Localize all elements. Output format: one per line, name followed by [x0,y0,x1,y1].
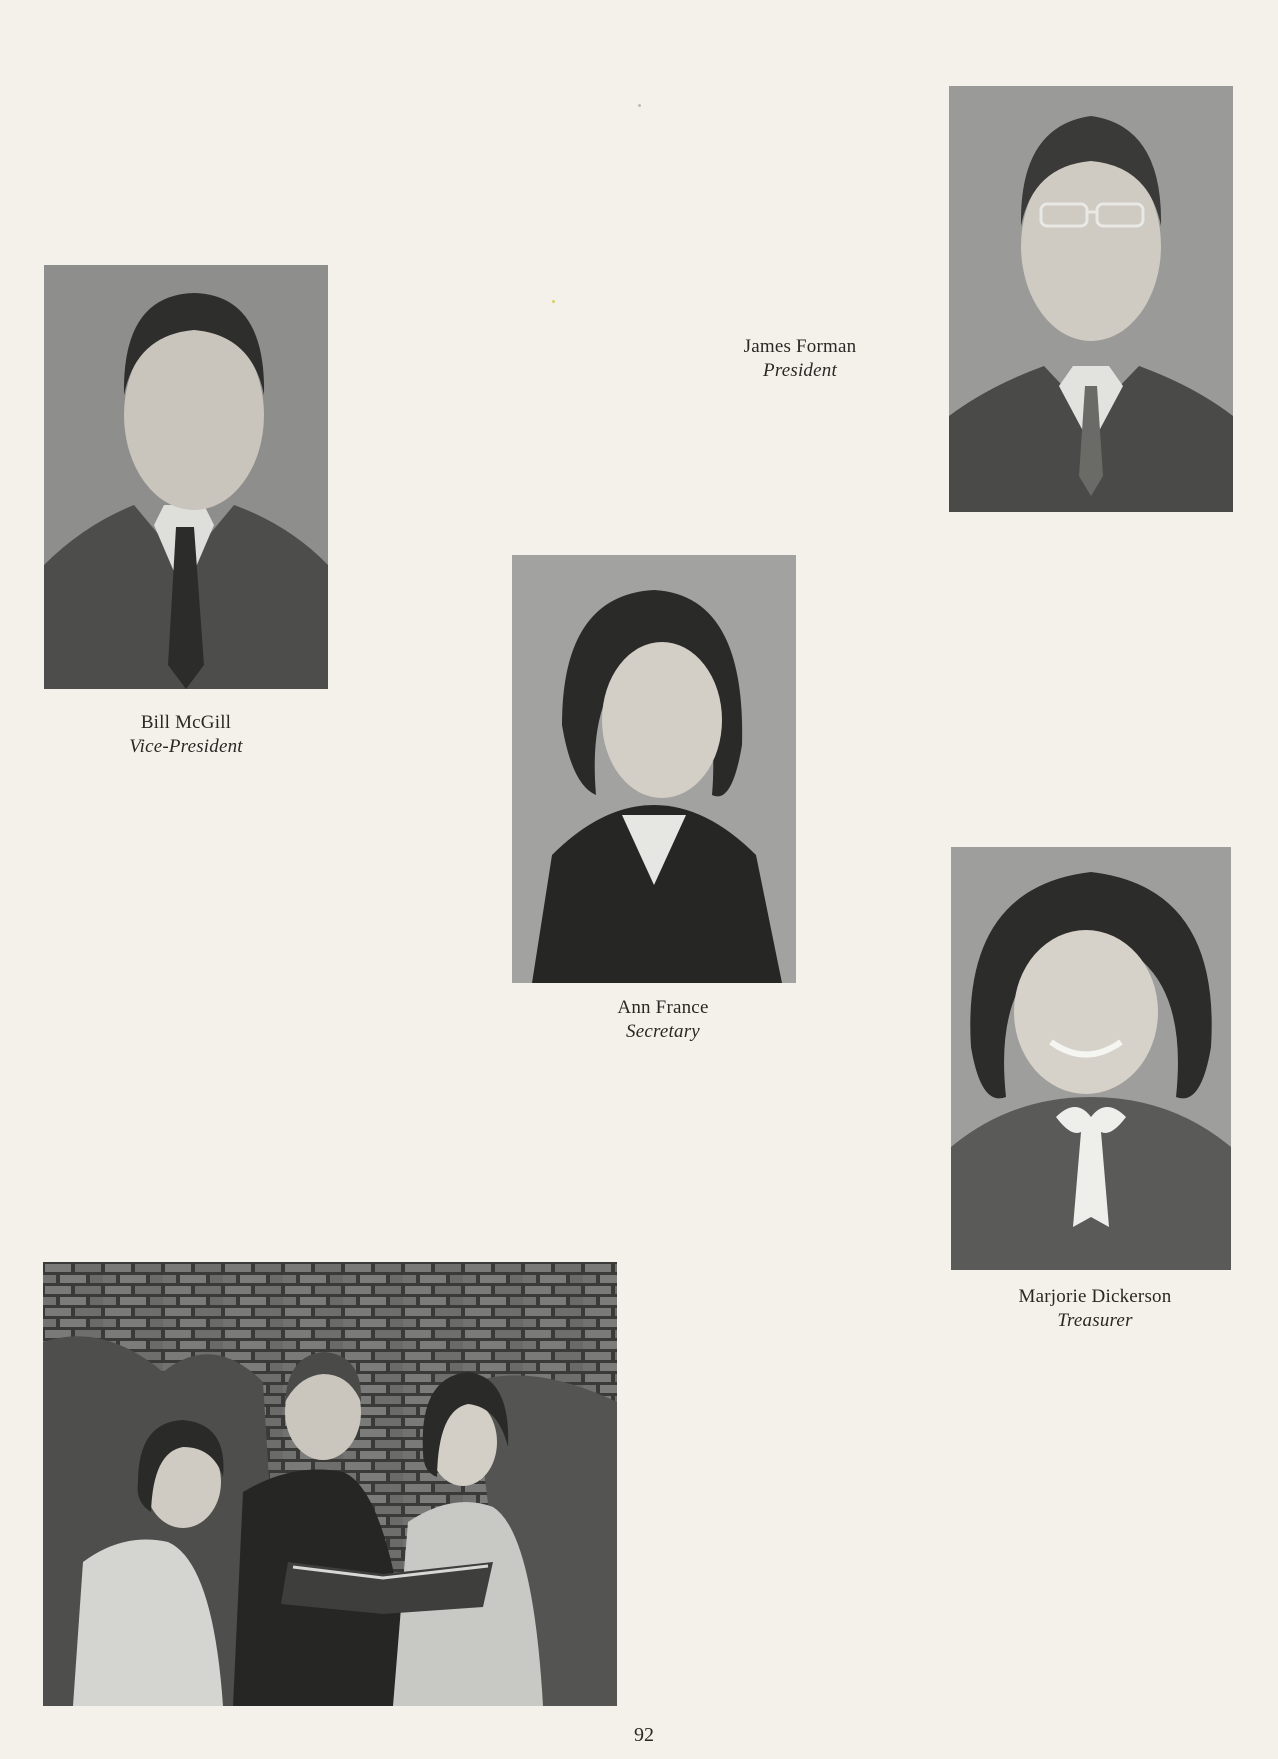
portrait-james-forman [949,86,1233,512]
caption-james-forman [700,335,900,383]
officer-role: Secretary [626,1021,700,1042]
group-photo-image [43,1262,617,1706]
group-photo [43,1262,617,1706]
portrait-ann-france [512,555,796,983]
officer-name: James Forman [743,336,857,357]
page-number: 92 [634,1724,654,1746]
caption-ann-france [563,996,763,1044]
caption-bill-mcgill [86,711,286,759]
officer-name: Ann France [617,997,709,1018]
caption-marjorie-dickerson [990,1285,1200,1333]
officer-role: President [763,360,837,381]
portrait-marjorie-dickerson [951,847,1231,1270]
portrait-man-glasses-image [949,86,1233,512]
portrait-bill-mcgill [44,265,328,689]
paper-speck [638,104,641,107]
portrait-woman-smiling-image [951,847,1231,1270]
officer-role: Treasurer [1057,1310,1133,1331]
officer-role: Vice-President [129,736,243,757]
portrait-woman-image [512,555,796,983]
portrait-man-image [44,265,328,689]
officer-name: Marjorie Dickerson [1018,1286,1172,1307]
paper-speck [552,300,555,303]
officer-name: Bill McGill [140,712,232,733]
